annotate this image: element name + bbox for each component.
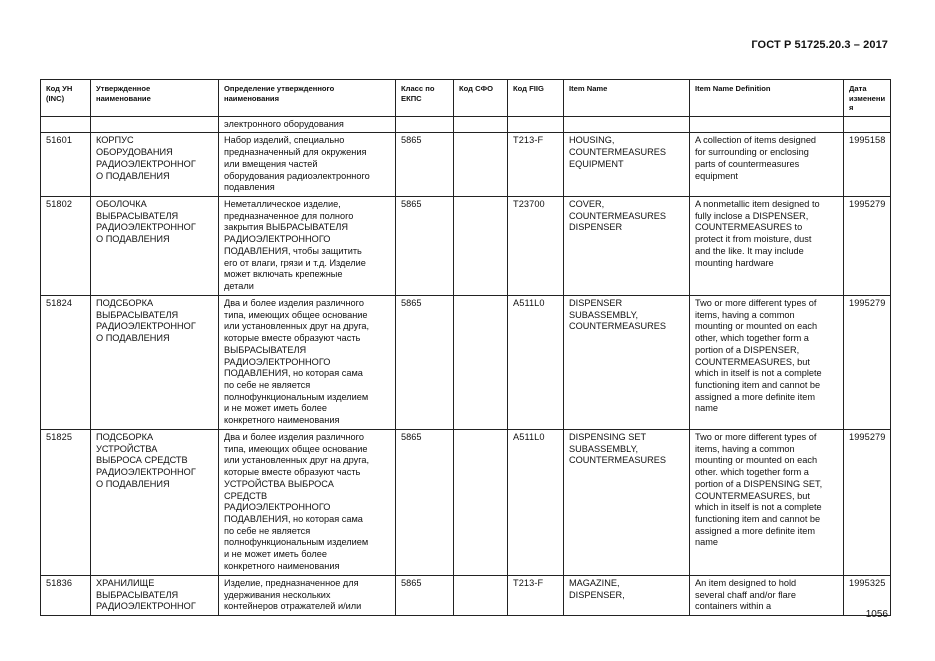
- cell-definition-fragment: электронного оборудования: [219, 116, 396, 133]
- cell-definition: Набор изделий, специально предназначенный для окружения или вмещения частей оборудования радиоэлектронного подавления: [219, 133, 396, 197]
- cell-item-definition: A nonmetallic item designed to fully inclose a DISPENSER, COUNTERMEASURES to protect it from moisture, dust and the like. It may include mounting hardware: [690, 197, 844, 296]
- cell-item-definition: An item designed to hold several chaff and/or flare containers within a: [690, 576, 844, 616]
- cell-inc: 51825: [41, 430, 91, 576]
- cell-empty: [41, 116, 91, 133]
- cell-empty: [91, 116, 219, 133]
- cell-sfo: [454, 430, 508, 576]
- cell-item-name: DISPENSER SUBASSEMBLY, COUNTERMEASURES: [564, 296, 690, 430]
- cell-fiig: T23700: [508, 197, 564, 296]
- cell-date: 1995279: [844, 296, 891, 430]
- table-row: [41, 296, 891, 430]
- cell-inc: 51836: [41, 576, 91, 616]
- cell-class: 5865: [396, 296, 454, 430]
- cell-item-name: DISPENSING SET SUBASSEMBLY, COUNTERMEASURES: [564, 430, 690, 576]
- cell-fiig: T213-F: [508, 576, 564, 616]
- col-header-date: Дата изменения: [844, 80, 891, 117]
- cell-date: 1995279: [844, 197, 891, 296]
- col-header-approved-name: Утвержденное наименование: [91, 80, 219, 117]
- cell-date: 1995325: [844, 576, 891, 616]
- cell-approved-name: КОРПУС ОБОРУДОВАНИЯ РАДИОЭЛЕКТРОННОГ О ПОДАВЛЕНИЯ: [91, 133, 219, 197]
- table-row: [41, 430, 891, 576]
- cell-fiig: A511L0: [508, 430, 564, 576]
- cell-item-definition: Two or more different types of items, having a common mounting or mounted on each other. which together form a portion of a DISPENSING SET, COUNTERMEASURES, but which in itself is not a complete functioning item and cannot be assigned a more definite item name: [690, 430, 844, 576]
- cell-sfo: [454, 133, 508, 197]
- table-row: [41, 133, 891, 197]
- cell-definition: Изделие, предназначенное для удерживания нескольких контейнеров отражателей и/или: [219, 576, 396, 616]
- cell-approved-name: ОБОЛОЧКА ВЫБРАСЫВАТЕЛЯ РАДИОЭЛЕКТРОННОГ О ПОДАВЛЕНИЯ: [91, 197, 219, 296]
- col-header-fiig: Код FIIG: [508, 80, 564, 117]
- cell-empty: [396, 116, 454, 133]
- document-id: ГОСТ Р 51725.20.3 – 2017: [751, 39, 888, 51]
- cell-inc: 51824: [41, 296, 91, 430]
- cell-empty: [564, 116, 690, 133]
- col-header-class: Класс по ЕКПС: [396, 80, 454, 117]
- cell-item-definition: Two or more different types of items, having a common mounting or mounted on each other, which together form a portion of a DISPENSER, COUNTERMEASURES, but which in itself is not a complete functioning item and cannot be assigned a more definite item name: [690, 296, 844, 430]
- table-row: [41, 197, 891, 296]
- table-row-continuation: [41, 116, 891, 133]
- cell-item-name: HOUSING, COUNTERMEASURES EQUIPMENT: [564, 133, 690, 197]
- cell-inc: 51601: [41, 133, 91, 197]
- cell-approved-name: ПОДСБОРКА ВЫБРАСЫВАТЕЛЯ РАДИОЭЛЕКТРОННОГ О ПОДАВЛЕНИЯ: [91, 296, 219, 430]
- items-table: [40, 79, 891, 616]
- col-header-item-name: Item Name: [564, 80, 690, 117]
- page-number: 1056: [865, 609, 888, 620]
- cell-date: 1995158: [844, 133, 891, 197]
- table-row: [41, 576, 891, 616]
- cell-definition: Два и более изделия различного типа, имеющих общее основание или установленных друг на друга, которые вместе образуют часть ВЫБРАСЫВАТЕЛЯ РАДИОЭЛЕКТРОННОГО ПОДАВЛЕНИЯ, но которая сама по себе не является полнофункциональным изделием и не может иметь более конкретного наименования: [219, 296, 396, 430]
- cell-class: 5865: [396, 430, 454, 576]
- col-header-item-definition: Item Name Definition: [690, 80, 844, 117]
- cell-fiig: T213-F: [508, 133, 564, 197]
- col-header-definition: Определение утвержденного наименования: [219, 80, 396, 117]
- cell-empty: [690, 116, 844, 133]
- cell-item-name: MAGAZINE, DISPENSER,: [564, 576, 690, 616]
- cell-item-name: COVER, COUNTERMEASURES DISPENSER: [564, 197, 690, 296]
- cell-class: 5865: [396, 576, 454, 616]
- cell-sfo: [454, 197, 508, 296]
- cell-class: 5865: [396, 133, 454, 197]
- cell-inc: 51802: [41, 197, 91, 296]
- cell-sfo: [454, 296, 508, 430]
- cell-empty: [508, 116, 564, 133]
- col-header-inc: Код УН (INC): [41, 80, 91, 117]
- cell-definition: Неметаллическое изделие, предназначенное для полного закрытия ВЫБРАСЫВАТЕЛЯ РАДИОЭЛЕКТРОННОГО ПОДАВЛЕНИЯ, чтобы защитить его от влаги, грязи и т.д. Изделие может включать крепежные детали: [219, 197, 396, 296]
- table-header-row: [41, 80, 891, 117]
- cell-date: 1995279: [844, 430, 891, 576]
- cell-sfo: [454, 576, 508, 616]
- cell-approved-name: ХРАНИЛИЩЕ ВЫБРАСЫВАТЕЛЯ РАДИОЭЛЕКТРОННОГ: [91, 576, 219, 616]
- cell-empty: [454, 116, 508, 133]
- cell-approved-name: ПОДСБОРКА УСТРОЙСТВА ВЫБРОСА СРЕДСТВ РАДИОЭЛЕКТРОННОГ О ПОДАВЛЕНИЯ: [91, 430, 219, 576]
- cell-definition: Два и более изделия различного типа, имеющих общее основание или установленных друг на друга, которые вместе образуют часть УСТРОЙСТВА ВЫБРОСА СРЕДСТВ РАДИОЭЛЕКТРОННОГО ПОДАВЛЕНИЯ, но которая сама по себе не является полнофункциональным изделием и не может иметь более конкретного наименования: [219, 430, 396, 576]
- cell-class: 5865: [396, 197, 454, 296]
- cell-empty: [844, 116, 891, 133]
- col-header-sfo: Код СФО: [454, 80, 508, 117]
- cell-item-definition: A collection of items designed for surrounding or enclosing parts of countermeasures equipment: [690, 133, 844, 197]
- cell-fiig: A511L0: [508, 296, 564, 430]
